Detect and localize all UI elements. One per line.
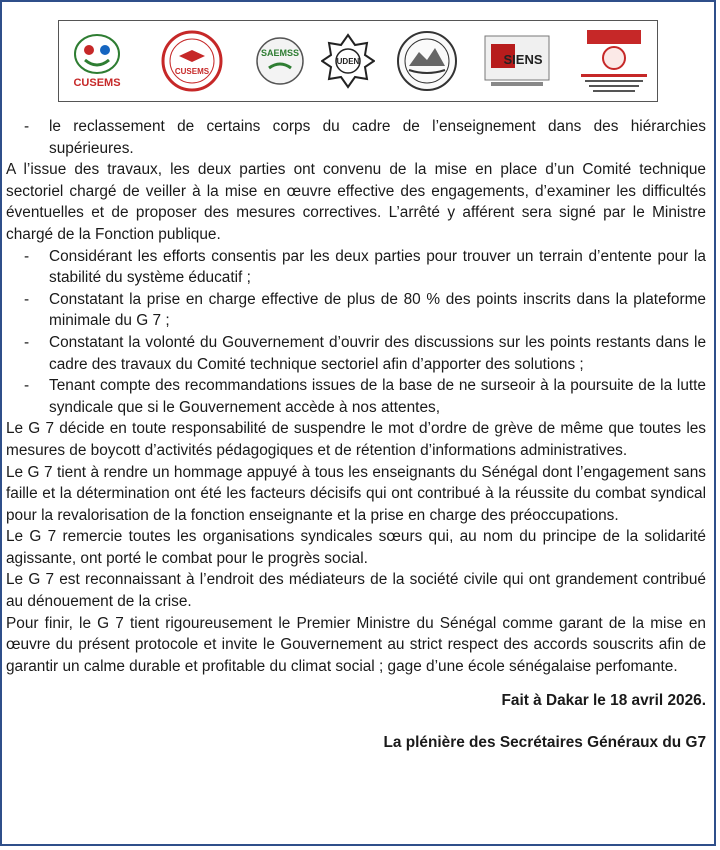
svg-text:CUSEMS: CUSEMS	[174, 67, 210, 76]
uden-logo	[321, 29, 375, 93]
paragraph-comite-technique: A l’issue des travaux, les deux parties ont convenu de la mise en place d’un Comité technique sectoriel chargé de veiller à la mise en œuvre effective des engagements, d’examiner les difficultés éventuelles et de proposer des mesures correctives. L’arrêté y afférent sera signé par le Ministre chargé de la Fonction publique.	[6, 161, 706, 243]
communique-body	[6, 116, 706, 754]
paragraph-hommage: Le G 7 tient à rendre un hommage appuyé à tous les enseignants du Sénégal dont l’engagement sans faille et la détermination ont été les facteurs décisifs qui ont contribué à la réussite du combat syndical pour la revalorisation de la fonction enseignante et la prise en charge des préoccupations.	[6, 463, 706, 524]
svg-text:SAEMSS: SAEMSS	[260, 48, 300, 58]
paragraph-decision: Le G 7 décide en toute responsabilité de suspendre le mot d’ordre de grève de même que toutes les mesures de boycott d’activités pédagogiques et de rétention d’informations administratives.	[6, 420, 706, 459]
list-item: - Tenant compte des recommandations issues de la base de ne surseoir à la poursuite de la lutte syndicale que si le Gouvernement accède à nos attentes,	[24, 377, 706, 416]
cusems-authentique-logo	[157, 29, 227, 93]
logo-banner	[58, 20, 658, 102]
list-item: - Constatant la prise en charge effective de plus de 80 % des points inscrits dans la plateforme minimale du G 7 ;	[24, 290, 706, 330]
snelas-fc-logo	[577, 29, 651, 93]
paragraph-conclusion: Pour finir, le G 7 tient rigoureusement le Premier Ministre du Sénégal comme garant de la mise en œuvre du présent protocole et invite le Gouvernement au strict respect des accords souscrits afin de garantir un calme durable et profitable du climat social ; gage d’une école sénégalaise perfomante.	[6, 614, 706, 675]
svg-text:UDEN: UDEN	[336, 57, 360, 66]
list-item: - Constatant la volonté du Gouvernement d’ouvrir des discussions sur les points restants dans le cadre des travaux du Comité technique sectoriel afin d’apporter des solutions ;	[24, 333, 706, 373]
paragraph-remerciements: Le G 7 remercie toutes les organisations syndicales sœurs qui, au nom du principe de la solidarité agissante, ont porté le combat pour le progrès social.	[6, 528, 706, 567]
svg-text:SIENS: SIENS	[503, 52, 543, 67]
list-item: - le reclassement de certains corps du cadre de l’enseignement dans des hiérarchies supérieures.	[24, 118, 706, 157]
cusems-logo	[65, 29, 129, 93]
saemss-logo	[255, 29, 305, 93]
sels-logo	[395, 29, 459, 93]
svg-text:CUSEMS: CUSEMS	[73, 77, 121, 89]
signature-date: Fait à Dakar le 18 avril 2026.	[501, 692, 706, 710]
list-item: - Considérant les efforts consentis par les deux parties pour trouver un terrain d’entente pour la stabilité du système éducatif ;	[24, 247, 706, 287]
siens-logo	[483, 29, 551, 93]
signature-signatory: La plénière des Secrétaires Généraux du G7	[383, 734, 706, 752]
paragraph-reconnaissance: Le G 7 est reconnaissant à l’endroit des médiateurs de la société civile qui ont grandement contribué au dénouement de la crise.	[6, 571, 706, 611]
